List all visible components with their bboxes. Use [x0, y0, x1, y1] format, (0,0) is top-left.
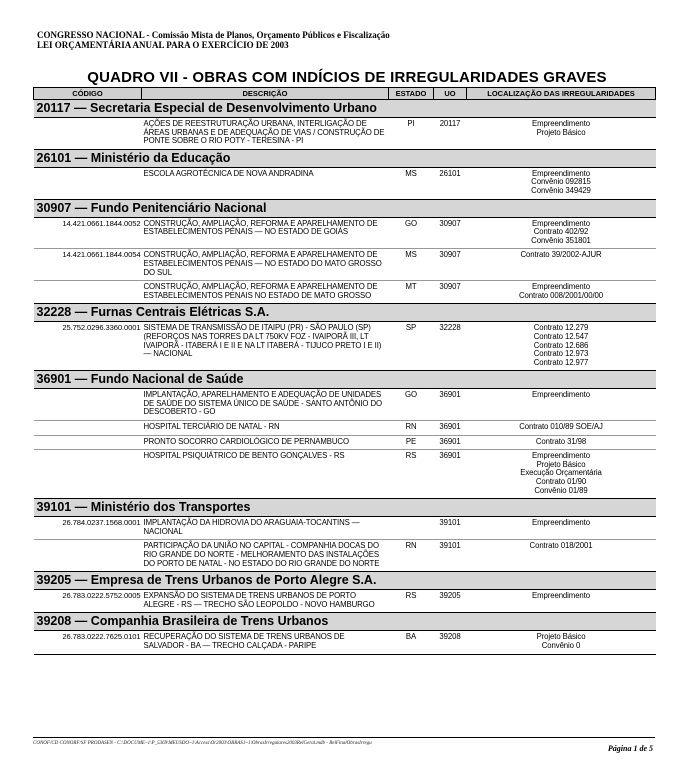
table-row — [34, 389, 656, 421]
localizacao-item: Contrato 12.547 — [533, 331, 589, 341]
localizacao-item: Empreendimento — [532, 518, 590, 528]
section-title: 39205 — Empresa de Trens Urbanos de Porto Alegre S.A. — [34, 572, 656, 590]
uo-cell: 30907 — [434, 249, 467, 281]
section-title: 30907 — Fundo Penitenciário Nacional — [34, 199, 656, 217]
header-line-1: CONGRESSO NACIONAL - Comissão Mista de Planos, Orçamento Públicos e Fiscalização — [37, 30, 390, 40]
table-row — [34, 435, 656, 450]
uo-cell: 39101 — [434, 540, 467, 572]
localizacao-item: Empreendimento — [532, 591, 590, 601]
localizacao-cell — [467, 435, 656, 450]
table-row — [34, 249, 656, 281]
code-cell — [34, 167, 142, 199]
description-cell: ESCOLA AGROTÉCNICA DE NOVA ANDRADINA — [142, 167, 389, 199]
localizacao-cell — [467, 540, 656, 572]
localizacao-item: Convênio 349429 — [531, 185, 591, 195]
estado-cell: PI — [389, 118, 434, 150]
estado-cell: GO — [389, 389, 434, 421]
column-header-descricao: DESCRIÇÃO — [142, 88, 389, 100]
table-row — [34, 540, 656, 572]
localizacao-item: Contrato 402/92 — [533, 227, 589, 237]
table-row — [34, 421, 656, 436]
uo-cell: 32228 — [434, 322, 467, 371]
uo-cell: 20117 — [434, 118, 467, 150]
section-header-row — [34, 613, 656, 631]
document-header — [37, 30, 390, 50]
code-cell: 26.783.0222.5752.0005 — [34, 590, 142, 613]
table-row — [34, 322, 656, 371]
localizacao-cell — [467, 517, 656, 540]
localizacao-cell — [467, 249, 656, 281]
code-cell: 14.421.0661.1844.0052 — [34, 217, 142, 249]
code-cell — [34, 435, 142, 450]
estado-cell: MS — [389, 249, 434, 281]
localizacao-cell — [467, 322, 656, 371]
estado-cell: PE — [389, 435, 434, 450]
uo-cell: 36901 — [434, 389, 467, 421]
table-row — [34, 631, 656, 654]
localizacao-item: Execução Orçamentária — [520, 468, 602, 478]
localizacao-item: Contrato 010/89 SOE/AJ — [519, 422, 603, 432]
localizacao-item: Convênio 01/89 — [534, 485, 588, 495]
section-title: 20117 — Secretaria Especial de Desenvolvimento Urbano — [34, 100, 656, 118]
description-cell: HOSPITAL PSIQUIÁTRICO DE BENTO GONÇALVES - RS — [142, 450, 389, 499]
code-cell — [34, 540, 142, 572]
localizacao-cell — [467, 167, 656, 199]
localizacao-item: Empreendimento — [532, 390, 590, 400]
code-cell: 14.421.0661.1844.0054 — [34, 249, 142, 281]
estado-cell: RN — [389, 421, 434, 436]
localizacao-item: Contrato 39/2002-AJUR — [520, 250, 602, 260]
page-number: Página 1 de 5 — [607, 744, 653, 753]
section-header-row — [34, 371, 656, 389]
table-row — [34, 217, 656, 249]
column-header-codigo: CÓDIGO — [34, 88, 142, 100]
uo-cell: 36901 — [434, 450, 467, 499]
description-cell: IMPLANTAÇÃO, APARELHAMENTO E ADEQUAÇÃO DE UNIDADES DE SAÚDE DO SISTEMA ÚNICO DE SAÚDE - SANTO ANTÔNIO DO DESCOBERTO - GO — [142, 389, 389, 421]
localizacao-item: Empreendimento — [532, 119, 590, 128]
section-title: 36901 — Fundo Nacional de Saúde — [34, 371, 656, 389]
localizacao-cell — [467, 631, 656, 654]
localizacao-item: Projeto Básico — [536, 459, 586, 469]
localizacao-cell — [467, 217, 656, 249]
table-row — [34, 517, 656, 540]
estado-cell: MT — [389, 281, 434, 304]
section-header-row — [34, 572, 656, 590]
localizacao-item: Convênio 0 — [541, 640, 581, 650]
estado-cell: RS — [389, 590, 434, 613]
code-cell — [34, 450, 142, 499]
localizacao-item: Projeto Básico — [536, 127, 586, 137]
estado-cell: RN — [389, 540, 434, 572]
estado-cell — [389, 517, 434, 540]
description-cell: RECUPERAÇÃO DO SISTEMA DE TRENS URBANOS DE SALVADOR - BA — TRECHO CALÇADA - PARIPE — [142, 631, 389, 654]
code-cell — [34, 118, 142, 150]
section-header-row — [34, 199, 656, 217]
uo-cell: 26101 — [434, 167, 467, 199]
localizacao-item: Empreendimento — [532, 168, 590, 178]
estado-cell: BA — [389, 631, 434, 654]
table-row — [34, 590, 656, 613]
description-cell: EXPANSÃO DO SISTEMA DE TRENS URBANOS DE PORTO ALEGRE - RS — TRECHO SÃO LEOPOLDO - NOVO HAMBURGO — [142, 590, 389, 613]
description-cell: AÇÕES DE REESTRUTURAÇÃO URBANA, INTERLIGAÇÃO DE ÁREAS URBANAS E DE ADEQUAÇÃO DE VIAS / CONSTRUÇÃO DE PONTE SOBRE O RIO POTY - TERESINA - PI — [142, 118, 389, 150]
localizacao-item: Contrato 008/2001/00/00 — [519, 290, 603, 300]
code-cell: 25.752.0296.3360.0001 — [34, 322, 142, 371]
localizacao-cell — [467, 450, 656, 499]
localizacao-item: Empreendimento — [532, 282, 590, 292]
localizacao-item: Convênio 351801 — [531, 235, 591, 245]
code-cell — [34, 421, 142, 436]
code-cell — [34, 389, 142, 421]
uo-cell: 39205 — [434, 590, 467, 613]
obras-table — [33, 87, 656, 655]
estado-cell: MS — [389, 167, 434, 199]
localizacao-cell — [467, 118, 656, 150]
localizacao-cell — [467, 421, 656, 436]
footer-path: CONOF/CD CONORF/SF PRODASEN - C:\DOCUME~1\P_5369\MEUSDO~1\Access\Or2003\OBRAS1~1\ObrasIrregulares2003RelGeral.mdb - RelFinalObrasIrregu — [33, 741, 372, 746]
localizacao-item: Contrato 12.977 — [533, 357, 589, 367]
description-cell: CONSTRUÇÃO, AMPLIAÇÃO, REFORMA E APARELHAMENTO DE ESTABELECIMENTOS PENAIS — NO ESTADO DE GOIÁS — [142, 217, 389, 249]
localizacao-item: Contrato 12.279 — [533, 323, 589, 333]
section-title: 26101 — Ministério da Educação — [34, 149, 656, 167]
localizacao-item: Contrato 12.973 — [533, 349, 589, 359]
description-cell: PARTICIPAÇÃO DA UNIÃO NO CAPITAL - COMPANHIA DOCAS DO RIO GRANDE DO NORTE - MELHORAMENTO DAS INSTALAÇÕES DO PORTO DE NATAL - NO ESTADO DO RIO GRANDE DO NORTE — [142, 540, 389, 572]
localizacao-item: Projeto Básico — [536, 632, 586, 642]
localizacao-cell — [467, 281, 656, 304]
localizacao-item: Contrato 12.686 — [533, 340, 589, 350]
uo-cell: 36901 — [434, 421, 467, 436]
description-cell: HOSPITAL TERCIÁRIO DE NATAL - RN — [142, 421, 389, 436]
uo-cell: 30907 — [434, 217, 467, 249]
description-cell: CONSTRUÇÃO, AMPLIAÇÃO, REFORMA E APARELHAMENTO DE ESTABELECIMENTOS PENAIS NO ESTADO DE MATO GROSSO — [142, 281, 389, 304]
localizacao-cell — [467, 590, 656, 613]
header-line-2: LEI ORÇAMENTÁRIA ANUAL PARA O EXERCÍCIO DE 2003 — [37, 40, 289, 50]
uo-cell: 39208 — [434, 631, 467, 654]
localizacao-item: Convênio 092815 — [531, 177, 591, 187]
column-header-estado: ESTADO — [389, 88, 434, 100]
table-body — [34, 100, 656, 655]
description-cell: SISTEMA DE TRANSMISSÃO DE ITAIPU (PR) - SÃO PAULO (SP) (REFORÇOS NAS TORRES DA LT 750KV FOZ - IVAIPORÃ III, LT IVAIPORÃ - ITABERÁ I E II E NA LT ITABERÁ - TIJUCO PRETO I E II) — NACIONAL — [142, 322, 389, 371]
localizacao-cell — [467, 389, 656, 421]
table-header-row — [34, 88, 656, 100]
section-title: 39208 — Companhia Brasileira de Trens Urbanos — [34, 613, 656, 631]
localizacao-item: Contrato 018/2001 — [529, 541, 593, 551]
section-header-row — [34, 499, 656, 517]
section-title: 39101 — Ministério dos Transportes — [34, 499, 656, 517]
code-cell: 26.784.0237.1568.0001 — [34, 517, 142, 540]
code-cell: 26.783.0222.7625.0101 — [34, 631, 142, 654]
description-cell: PRONTO SOCORRO CARDIOLÓGICO DE PERNAMBUCO — [142, 435, 389, 450]
localizacao-item: Contrato 01/90 — [535, 477, 587, 487]
page-title: QUADRO VII - OBRAS COM INDÍCIOS DE IRREGULARIDADES GRAVES — [87, 69, 607, 86]
table-row — [34, 281, 656, 304]
estado-cell: RS — [389, 450, 434, 499]
localizacao-item: Empreendimento — [532, 451, 590, 461]
footer-divider — [33, 737, 655, 738]
code-cell — [34, 281, 142, 304]
estado-cell: GO — [389, 217, 434, 249]
section-header-row — [34, 149, 656, 167]
table-row — [34, 450, 656, 499]
section-title: 32228 — Furnas Centrais Elétricas S.A. — [34, 304, 656, 322]
uo-cell: 36901 — [434, 435, 467, 450]
table-row — [34, 167, 656, 199]
table-row — [34, 118, 656, 150]
uo-cell: 39101 — [434, 517, 467, 540]
localizacao-item: Contrato 31/98 — [535, 436, 587, 446]
uo-cell: 30907 — [434, 281, 467, 304]
column-header-localizacao: LOCALIZAÇÃO DAS IRREGULARIDADES — [467, 88, 656, 100]
description-cell: IMPLANTAÇÃO DA HIDROVIA DO ARAGUAIA-TOCANTINS — NACIONAL — [142, 517, 389, 540]
estado-cell: SP — [389, 322, 434, 371]
column-header-uo: UO — [434, 88, 467, 100]
section-header-row — [34, 100, 656, 118]
localizacao-item: Empreendimento — [532, 218, 590, 228]
section-header-row — [34, 304, 656, 322]
description-cell: CONSTRUÇÃO, AMPLIAÇÃO, REFORMA E APARELHAMENTO DE ESTABELECIMENTOS PENAIS — NO ESTADO DO MATO GROSSO DO SUL — [142, 249, 389, 281]
